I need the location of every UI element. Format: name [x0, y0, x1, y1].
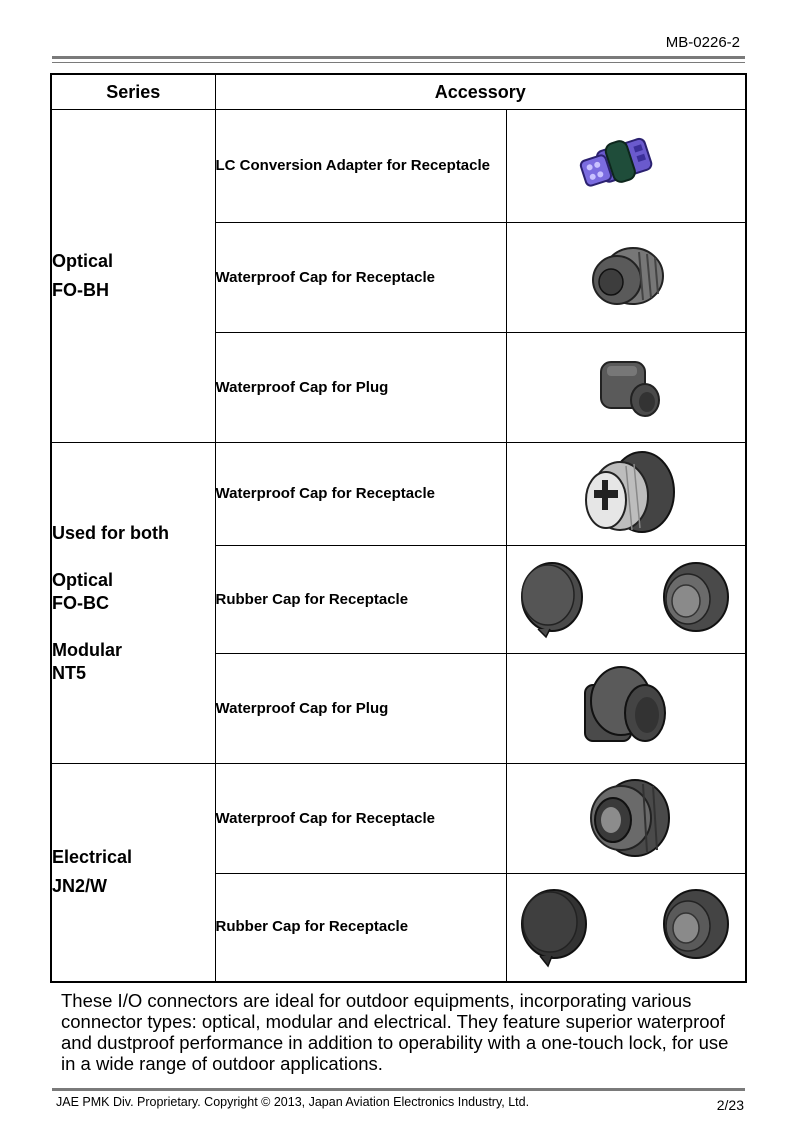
page-number: 2/23: [716, 1097, 744, 1113]
accessory-image-cell: [506, 110, 746, 223]
series-line: FO-BH: [52, 280, 109, 300]
accessory-image-cell: [506, 654, 746, 764]
accessory-image-cell: [506, 333, 746, 443]
series-line: FO-BC: [52, 592, 109, 613]
series-line: Optical: [52, 251, 114, 271]
series-cell-used-for-both: [51, 443, 215, 764]
accessory-image-cell: [506, 443, 746, 546]
table-row: [51, 443, 746, 546]
table-row: [51, 764, 746, 874]
accessory-name: Waterproof Cap for Receptacle: [215, 223, 506, 333]
cap-image: [581, 238, 671, 318]
footer-copyright: JAE PMK Div. Proprietary. Copyright © 2013, Japan Aviation Electronics Industry, Ltd.: [56, 1095, 530, 1109]
rubber-cap-image: [516, 884, 736, 970]
accessory-image-cell: [506, 546, 746, 654]
accessory-table: [50, 73, 747, 983]
rubber-cap-image: [516, 557, 736, 643]
cap-image: [581, 348, 671, 428]
table-row: [51, 110, 746, 223]
series-line: Used for both: [52, 522, 169, 543]
cap-image: [566, 446, 686, 542]
accessory-name: Waterproof Cap for Plug: [215, 654, 506, 764]
lc-adapter-image: [571, 126, 681, 206]
accessory-name: Waterproof Cap for Receptacle: [215, 764, 506, 874]
series-line: NT5: [52, 662, 87, 683]
accessory-name: Waterproof Cap for Plug: [215, 333, 506, 443]
series-column-header: Series: [51, 74, 215, 110]
cap-image: [571, 661, 681, 757]
accessory-column-header: Accessory: [215, 74, 746, 110]
header-rule-thin: [52, 62, 745, 63]
accessory-name: Rubber Cap for Receptacle: [215, 546, 506, 654]
series-cell-optical-fo-bh: [51, 110, 215, 443]
document-id: MB-0226-2: [665, 34, 740, 51]
cap-image: [571, 774, 681, 864]
accessory-image-cell: [506, 874, 746, 982]
footer-rule: [52, 1088, 745, 1091]
series-line: Electrical: [52, 847, 133, 868]
table-header-row: [51, 74, 746, 110]
series-line: JN2/W: [52, 876, 108, 897]
accessory-image-cell: [506, 764, 746, 874]
description-paragraph: These I/O connectors are ideal for outdoor equipments, incorporating various connector types: optical, modular and electrical. They feature superior waterproof and dustproof performance in addition to operability with a one-touch lock, for use in a wide range of outdoor applications.: [61, 990, 729, 1074]
series-cell-electrical-jn2w: [51, 764, 215, 982]
series-line: Optical: [52, 569, 114, 590]
accessory-name: LC Conversion Adapter for Receptacle: [215, 110, 506, 223]
header-rule: [52, 56, 745, 59]
series-line: Modular: [52, 639, 122, 660]
accessory-name: Rubber Cap for Receptacle: [215, 874, 506, 982]
accessory-name: Waterproof Cap for Receptacle: [215, 443, 506, 546]
accessory-image-cell: [506, 223, 746, 333]
